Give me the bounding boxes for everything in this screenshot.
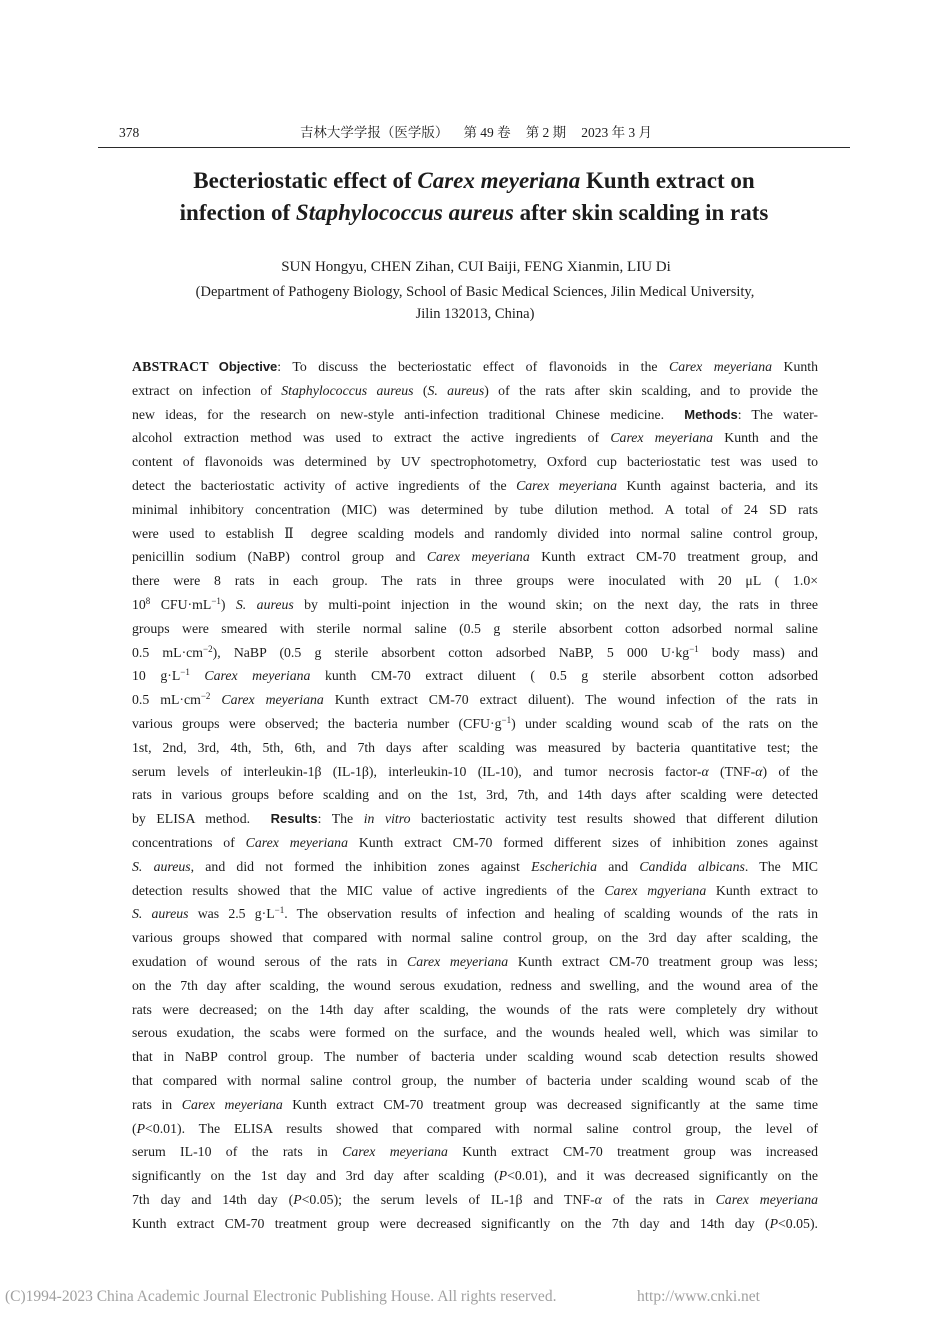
- abstract-run-superscript: 8: [145, 595, 151, 606]
- title-run-text: infection of: [179, 200, 296, 225]
- abstract-run-text: <0.05); the serum levels of IL-1β and TNF-: [301, 1191, 595, 1207]
- header-rule: [98, 147, 850, 148]
- abstract-line: [132, 783, 818, 807]
- abstract-run-italic: S. aureus: [132, 858, 191, 874]
- abstract-run-superscript: −1: [180, 667, 190, 678]
- abstract-run-italic: Carex meyeriana: [426, 549, 530, 565]
- abstract-run-superscript: −1: [689, 643, 699, 654]
- copyright-notice: (C)1994-2023 China Academic Journal Electronic Publishing House. All rights reserved.: [5, 1288, 557, 1305]
- abstract-run-text: that compared with normal saline control group, the number of bacteria under scalding wound scab of the: [132, 1072, 818, 1088]
- title-line: [0, 165, 948, 197]
- abstract-run-section-label: Objective: [218, 359, 278, 374]
- abstract-run-text: [210, 692, 221, 707]
- affiliation-line: Jilin 132013, China): [415, 306, 535, 322]
- abstract-run-text: by ELISA method.: [132, 811, 261, 827]
- abstract-run-text: Kunth extract CM-70 formed different sizes of inhibition zones against: [347, 834, 819, 850]
- affiliation-line: (Department of Pathogeny Biology, School of Basic Medical Sciences, Jilin Medical University,: [195, 284, 755, 300]
- abstract-run-text: : The: [317, 811, 364, 827]
- abstract-run-text: by multi-point injection in the wound skin; on the next day, the rats in three: [293, 596, 819, 612]
- abstract-run-text: content of flavonoids was determined by UV spectrophotometry, Oxford cup bacteriostatic test was used to: [132, 454, 818, 470]
- abstract-run-text: Kunth extract CM-70 treatment group, and: [529, 549, 819, 565]
- abstract-run-text: Kunth extract CM-70 treatment group was decreased significantly at the same time: [282, 1096, 818, 1112]
- abstract-run-text: detection results showed that the MIC value of active ingredients of the: [132, 882, 605, 898]
- abstract-run-text: there were 8 rats in each group. The rats in three groups were inoculated with 20 μL ( 1.0×: [132, 573, 818, 589]
- abstract-run-text: , and did not formed the inhibition zones against: [190, 858, 532, 874]
- abstract-line: [132, 1188, 818, 1212]
- footer-url: http://www.cnki.net: [637, 1288, 760, 1305]
- abstract-line: [132, 545, 818, 569]
- abstract-run-text: and: [596, 858, 640, 874]
- abstract-run-italic: P: [136, 1120, 146, 1136]
- abstract-run-text: extract on infection of: [132, 382, 282, 398]
- abstract-run-italic: α: [755, 763, 763, 779]
- abstract-line: [132, 1069, 818, 1093]
- abstract-run-text: . The MIC: [744, 858, 818, 874]
- abstract-line: [132, 498, 818, 522]
- abstract-run-text: bacteriostatic activity test results showed that different dilution: [410, 811, 818, 827]
- abstract-line: [132, 450, 818, 474]
- abstract-run-text: 0.5 mL·cm: [132, 644, 204, 660]
- abstract-line: [132, 879, 818, 903]
- abstract-run-superscript: −1: [501, 714, 512, 725]
- abstract-run-italic: Carex meyeriana: [204, 668, 311, 684]
- abstract-run-text: that in NaBP control group. The number of bacteria under scalding wound scab detection results showed: [132, 1049, 818, 1065]
- abstract-run-italic: S. aureus: [132, 906, 189, 922]
- abstract-line: [132, 426, 818, 450]
- abstract-line: [132, 403, 818, 427]
- abstract-run-text: Kunth extract CM-70 treatment group was less;: [508, 953, 818, 969]
- abstract-run-superscript: −1: [211, 595, 221, 606]
- abstract-run-text: Kunth extract CM-70 extract diluent). The wound infection of the rats in: [323, 692, 819, 708]
- title-run-text: after skin scalding in rats: [513, 200, 769, 225]
- abstract-run-text: kunth CM-70 extract diluent ( 0.5 g sterile absorbent cotton adsorbed: [310, 668, 819, 684]
- abstract-run-text: exudation of wound serous of the rats in: [132, 953, 408, 969]
- abstract-run-italic: P: [769, 1215, 779, 1231]
- abstract-run-text: various groups were observed; the bacteria number (CFU·g: [132, 715, 502, 731]
- abstract-run-text: . The observation results of infection and healing of scalding wounds of the rats in: [284, 906, 818, 922]
- abstract-run-text: ) of the: [762, 763, 819, 779]
- abstract-run-text: (TNF-: [708, 763, 756, 779]
- abstract-run-superscript: −2: [203, 643, 213, 654]
- abstract-run-italic: P: [498, 1168, 508, 1184]
- abstract-line: [132, 641, 818, 665]
- abstract-run-text: Kunth extract CM-70 treatment group were decreased significantly on the 7th day and 14th day (: [132, 1215, 770, 1231]
- abstract-run-italic: Carex meyeriana: [516, 477, 617, 493]
- abstract-run-text: : The water-: [737, 406, 818, 422]
- abstract-run-bold: ABSTRACT: [132, 359, 209, 374]
- abstract-run-text: various groups showed that compared with normal saline control group, on the 3rd day after scalding, the: [132, 930, 818, 946]
- abstract-line: [132, 831, 818, 855]
- abstract-line: [132, 688, 818, 712]
- abstract-run-text: on the 7th day after scalding, the wound serous exudation, redness and swelling, and the wound area of the: [132, 977, 818, 993]
- abstract-run-text: alcohol extraction method was used to extract the active ingredients of: [132, 430, 611, 446]
- abstract-run-italic: Candida albicans: [639, 858, 745, 874]
- abstract-run-text: [190, 668, 205, 683]
- journal-name: 吉林大学学报（医学版）: [299, 125, 449, 140]
- abstract-run-text: body mass) and: [698, 644, 818, 660]
- abstract-run-superscript: −2: [200, 691, 211, 702]
- abstract-run-text: CFU·mL: [150, 596, 212, 612]
- abstract-run-text: rats in various groups before scalding and on the 1st, 3rd, 7th, and 14th days after scalding were detected: [132, 787, 818, 803]
- abstract-run-text: 7th day and 14th day (: [132, 1191, 294, 1207]
- abstract-run-text: 0.5 mL·cm: [132, 692, 201, 708]
- abstract-run-text: groups were smeared with sterile normal saline (0.5 g sterile absorbent cotton adsorbed normal saline: [132, 620, 818, 636]
- abstract-line: [132, 855, 818, 879]
- abstract-run-italic: Carex meyeriana: [221, 692, 324, 708]
- affiliation: [0, 281, 950, 325]
- abstract: [132, 355, 818, 1235]
- page-number: 378: [119, 125, 140, 140]
- abstract-run-section-label: Results: [270, 811, 318, 827]
- abstract-run-text: serum IL-10 of the rats in: [132, 1144, 343, 1160]
- abstract-run-text: (: [132, 1120, 137, 1136]
- abstract-run-section-label: Methods: [684, 406, 738, 422]
- abstract-run-text: was 2.5 g·L: [188, 906, 275, 922]
- abstract-line: [132, 355, 818, 379]
- abstract-line: [132, 1212, 818, 1236]
- author-list: SUN Hongyu, CHEN Zihan, CUI Baiji, FENG Xianmin, LIU Di: [281, 259, 671, 275]
- abstract-run-italic: Staphylococcus aureus: [281, 382, 414, 398]
- abstract-run-text: minimal inhibitory concentration (MIC) was determined by tube dilution method. A total of 24 SD rats: [132, 501, 818, 517]
- abstract-run-text: 10: [132, 596, 146, 612]
- abstract-line: [132, 760, 818, 784]
- abstract-run-text: ) of the rats after skin scalding, and to provide the: [484, 382, 818, 398]
- abstract-run-text: ), NaBP (0.5 g sterile absorbent cotton adsorbed NaBP, 5 000 U·kg: [212, 644, 690, 660]
- abstract-line: [132, 522, 818, 546]
- article-title: [0, 165, 948, 229]
- abstract-run-text: serous exudation, the scabs were formed on the surface, and the wounds healed well, which was similar to: [132, 1025, 818, 1041]
- journal-volume: 第 49 卷: [463, 125, 511, 140]
- abstract-run-italic: P: [293, 1191, 302, 1207]
- abstract-run-text: 1st, 2nd, 3rd, 4th, 5th, 6th, and 7th days after scalding was measured by bacteria quantitative test; the: [132, 739, 818, 755]
- abstract-run-italic: Carex meyeriana: [669, 359, 772, 374]
- abstract-line: [132, 593, 818, 617]
- abstract-line: [132, 1140, 818, 1164]
- abstract-run-italic: α: [594, 1191, 602, 1207]
- title-run-text: Becteriostatic effect of: [193, 168, 418, 193]
- journal-date: 2023 年 3 月: [581, 125, 653, 140]
- abstract-run-italic: Carex meyeriana: [610, 430, 714, 446]
- abstract-run-text: Kunth and the: [713, 430, 819, 446]
- abstract-line: [132, 1045, 818, 1069]
- title-run-italic: Carex meyeriana: [417, 168, 581, 193]
- page-footer: [0, 1286, 950, 1308]
- abstract-run-text: Kunth extract to: [706, 882, 818, 898]
- journal-citation: [0, 123, 950, 143]
- abstract-line: [132, 712, 818, 736]
- title-run-text: Kunth extract on: [580, 168, 755, 193]
- abstract-line: [132, 1117, 818, 1141]
- title-line: [0, 197, 948, 229]
- abstract-run-text: rats were decreased; on the 14th day after scalding, the wounds of the rats were completely dry without: [132, 1001, 818, 1017]
- abstract-run-italic: S. aureus: [427, 382, 485, 398]
- abstract-run-text: detect the bacteriostatic activity of active ingredients of the: [132, 477, 517, 493]
- abstract-run-text: serum levels of interleukin-1β (IL-1β), interleukin-10 (IL-10), and tumor necrosis factor-: [132, 763, 702, 779]
- journal-issue: 第 2 期: [525, 125, 567, 140]
- abstract-line: [132, 617, 818, 641]
- abstract-line: [132, 807, 818, 831]
- abstract-run-text: Kunth extract CM-70 treatment group was increased: [447, 1144, 819, 1160]
- abstract-run-text: were used to establish Ⅱ degree scalding models and randomly divided into normal saline control group,: [132, 525, 818, 541]
- abstract-line: [132, 1021, 818, 1045]
- abstract-run-text: <0.05).: [778, 1215, 818, 1231]
- abstract-run-text: 10 g·L: [132, 668, 181, 684]
- running-header: [0, 123, 950, 143]
- abstract-line: [132, 569, 818, 593]
- abstract-run-text: (: [413, 382, 428, 398]
- abstract-run-text: significantly on the 1st day and 3rd day after scalding (: [132, 1168, 499, 1184]
- abstract-run-text: of the rats in: [601, 1191, 716, 1207]
- abstract-run-italic: α: [701, 763, 709, 779]
- abstract-line: [132, 736, 818, 760]
- abstract-line: [132, 664, 818, 688]
- title-run-italic: Staphylococcus aureus: [295, 200, 514, 225]
- abstract-line: [132, 998, 818, 1022]
- abstract-run-italic: Escherichia: [531, 858, 597, 874]
- abstract-run-text: ): [220, 596, 236, 612]
- abstract-run-italic: Carex meyeriana: [245, 834, 348, 850]
- abstract-line: [132, 379, 818, 403]
- abstract-line: [132, 974, 818, 998]
- abstract-line: [132, 926, 818, 950]
- abstract-run-italic: Carex meyeriana: [181, 1096, 283, 1112]
- abstract-run-text: penicillin sodium (NaBP) control group and: [132, 549, 427, 565]
- abstract-run-text: new ideas, for the research on new-style anti-infection traditional Chinese medicine.: [132, 406, 675, 422]
- abstract-run-italic: Carex meyeriana: [407, 953, 509, 969]
- abstract-line: [132, 1164, 818, 1188]
- abstract-run-italic: Carex meyeriana: [342, 1144, 448, 1160]
- abstract-line: [132, 902, 818, 926]
- abstract-run-text: : To discuss the becteriostatic effect of flavonoids in the: [277, 359, 670, 374]
- abstract-run-text: Kunth against bacteria, and its: [617, 477, 819, 493]
- abstract-line: [132, 474, 818, 498]
- abstract-run-text: concentrations of: [132, 834, 246, 850]
- abstract-run-italic: S. aureus: [235, 596, 294, 612]
- abstract-run-text: <0.01). The ELISA results showed that compared with normal saline control group, the level of: [145, 1120, 818, 1136]
- abstract-run-text: <0.01), and it was decreased significantly on the: [507, 1168, 818, 1184]
- abstract-line: [132, 950, 818, 974]
- abstract-run-text: ) under scalding wound scab of the rats on the: [511, 715, 819, 731]
- abstract-run-italic: Carex meyeriana: [715, 1191, 818, 1207]
- abstract-run-italic: Carex mgyeriana: [604, 882, 707, 898]
- abstract-run-superscript: −1: [274, 905, 285, 916]
- abstract-run-italic: in vitro: [363, 811, 411, 827]
- abstract-run-text: Kunth: [772, 359, 819, 374]
- abstract-run-text: rats in: [132, 1096, 182, 1112]
- abstract-line: [132, 1093, 818, 1117]
